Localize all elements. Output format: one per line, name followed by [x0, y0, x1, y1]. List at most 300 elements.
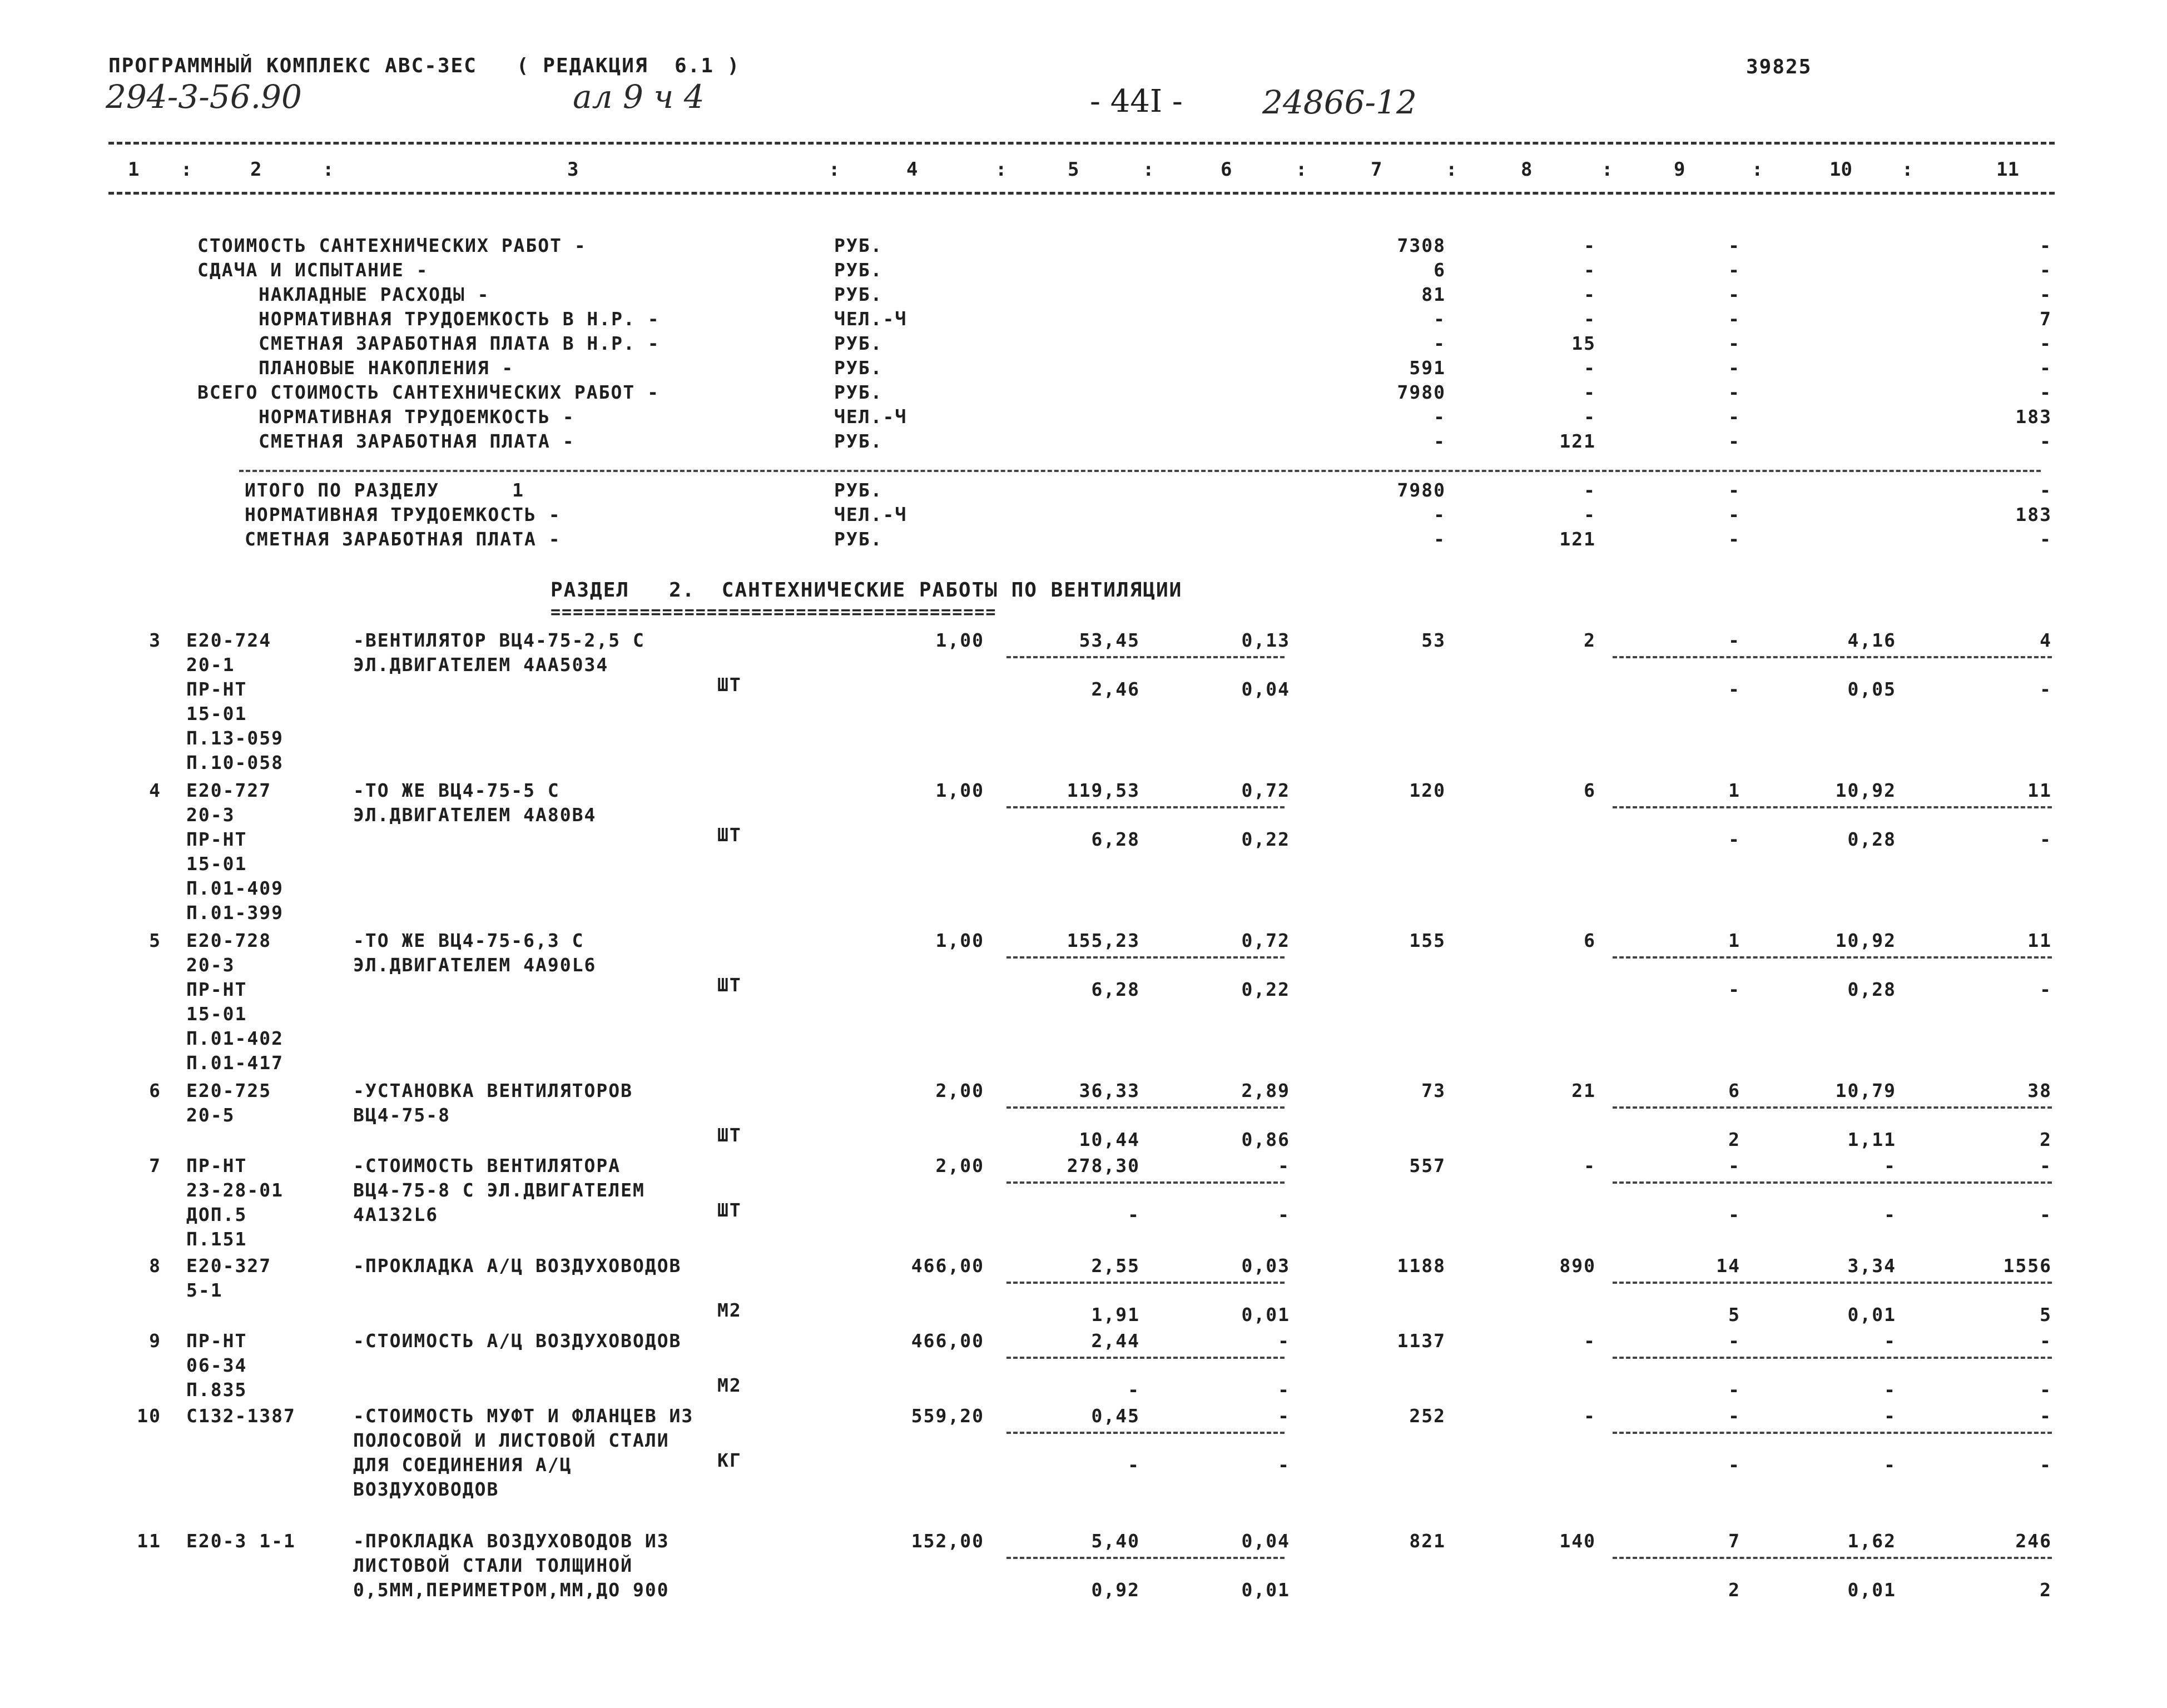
item-code: 15-01: [186, 853, 247, 875]
item-rule-left: [1006, 1357, 1285, 1359]
item-unit-cost: 5,40: [1091, 1530, 1140, 1552]
item-description: -УСТАНОВКА ВЕНТИЛЯТОРОВ: [353, 1080, 633, 1101]
item-description: ЛИСТОВОЙ СТАЛИ ТОЛЩИНОЙ: [353, 1555, 633, 1576]
summary-col7: 7308: [1397, 235, 1446, 256]
summary-label: НОРМАТИВНАЯ ТРУДОЕМКОСТЬ -: [259, 406, 575, 428]
item-number: 9: [149, 1330, 161, 1352]
summary-col8: 121: [1559, 430, 1596, 452]
item-labor-norm: -: [1884, 1330, 1896, 1352]
item-labor-norm: -: [1884, 1405, 1896, 1427]
item-labor-rate: 2,89: [1241, 1080, 1290, 1101]
item-machines-sub: -: [1728, 979, 1740, 1000]
item-description: ЭЛ.ДВИГАТЕЛЕМ 4АА5034: [353, 654, 609, 676]
item-code: 06-34: [186, 1354, 247, 1376]
header-bottom-rule: [108, 192, 2055, 195]
item-labor-total-sub: -: [2040, 1379, 2052, 1401]
item-rule-left: [1006, 956, 1285, 959]
item-description: ВОЗДУХОВОДОВ: [353, 1478, 499, 1500]
item-rule-right: [1613, 1432, 2052, 1434]
item-machines-sub: 2: [1728, 1579, 1740, 1601]
item-rule-left: [1006, 1181, 1285, 1184]
item-code: ДОП.5: [186, 1204, 247, 1225]
item-labor-total: 1556: [2003, 1255, 2052, 1277]
item-machines-sub: -: [1728, 678, 1740, 700]
item-total-cost: 821: [1409, 1530, 1446, 1552]
summary-col7: -: [1434, 406, 1446, 428]
document-id: 39825: [1746, 56, 1812, 78]
total-label: СМЕТНАЯ ЗАРАБОТНАЯ ПЛАТА -: [245, 528, 561, 550]
item-total-cost: 1188: [1397, 1255, 1446, 1277]
item-labor-norm: 4,16: [1847, 629, 1896, 651]
summary-col11: 183: [2015, 406, 2052, 428]
item-code: П.01-417: [186, 1052, 284, 1074]
summary-col9: -: [1728, 308, 1740, 330]
item-unit-cost: 155,23: [1067, 930, 1140, 951]
item-wages: 2: [1584, 629, 1596, 651]
item-description: ДЛЯ СОЕДИНЕНИЯ А/Ц: [353, 1454, 572, 1476]
item-labor-norm-sub: -: [1884, 1204, 1896, 1225]
item-quantity: 1,00: [935, 629, 984, 651]
item-number: 4: [149, 779, 161, 801]
item-code: П.01-409: [186, 877, 284, 899]
item-machines: 1: [1728, 779, 1740, 801]
item-labor-rate: -: [1278, 1155, 1290, 1176]
handwritten-album: ал 9 ч 4: [573, 78, 705, 116]
summary-col8: -: [1584, 406, 1596, 428]
item-labor-rate: 0,72: [1241, 930, 1290, 951]
item-quantity: 559,20: [911, 1405, 984, 1427]
summary-col9: -: [1728, 259, 1740, 281]
item-number: 11: [137, 1530, 161, 1552]
item-code: 20-5: [186, 1104, 235, 1126]
item-description: 0,5ММ,ПЕРИМЕТРОМ,ММ,ДО 900: [353, 1579, 670, 1601]
column-number: 10: [1829, 158, 1852, 181]
item-machines: 7: [1728, 1530, 1740, 1552]
item-rule-right: [1613, 956, 2052, 959]
summary-col11: -: [2040, 430, 2052, 452]
item-code: 20-1: [186, 654, 235, 676]
item-rule-left: [1006, 1282, 1285, 1284]
item-labor-rate-sub: -: [1278, 1379, 1290, 1401]
item-quantity: 2,00: [935, 1155, 984, 1176]
item-labor-rate-sub: 0,01: [1241, 1304, 1290, 1325]
summary-unit: РУБ.: [834, 284, 883, 305]
column-number: :: [1752, 158, 1763, 181]
item-unit-cost-sub: 6,28: [1091, 828, 1140, 850]
item-labor-total-sub: -: [2040, 678, 2052, 700]
column-number: 7: [1371, 158, 1382, 181]
header-top-rule: [108, 142, 2055, 145]
total-unit: РУБ.: [834, 479, 883, 501]
summary-col9: -: [1728, 430, 1740, 452]
item-labor-norm: 3,34: [1847, 1255, 1896, 1277]
item-quantity: 1,00: [935, 779, 984, 801]
item-labor-rate-sub: 0,01: [1241, 1579, 1290, 1601]
total-label: НОРМАТИВНАЯ ТРУДОЕМКОСТЬ -: [245, 504, 561, 525]
item-labor-norm: 10,92: [1835, 930, 1896, 951]
item-labor-rate: 0,03: [1241, 1255, 1290, 1277]
item-unit: ШТ: [717, 974, 742, 996]
item-description: 4А132L6: [353, 1204, 439, 1225]
item-labor-total: 4: [2040, 629, 2052, 651]
column-number: :: [1143, 158, 1154, 181]
column-number: 1: [128, 158, 140, 181]
item-machines: 1: [1728, 930, 1740, 951]
item-labor-norm-sub: -: [1884, 1379, 1896, 1401]
item-labor-rate-sub: 0,86: [1241, 1129, 1290, 1150]
summary-label: СДАЧА И ИСПЫТАНИЕ -: [197, 259, 429, 281]
item-labor-total-sub: -: [2040, 979, 2052, 1000]
summary-col11: -: [2040, 259, 2052, 281]
item-unit-cost: 2,44: [1091, 1330, 1140, 1352]
item-code: Е20-727: [186, 779, 272, 801]
item-description: -ПРОКЛАДКА А/Ц ВОЗДУХОВОДОВ: [353, 1255, 682, 1277]
summary-unit: РУБ.: [834, 430, 883, 452]
item-rule-right: [1613, 1181, 2052, 1184]
summary-unit: РУБ.: [834, 332, 883, 354]
item-code: С132-1387: [186, 1405, 296, 1427]
item-labor-rate: 0,13: [1241, 629, 1290, 651]
item-rule-left: [1006, 1557, 1285, 1559]
column-number: 8: [1521, 158, 1533, 181]
item-unit: КГ: [717, 1449, 742, 1471]
item-labor-norm-sub: 0,28: [1847, 828, 1896, 850]
handwritten-number: 24866-12: [1262, 83, 1417, 121]
item-number: 6: [149, 1080, 161, 1101]
item-labor-total: -: [2040, 1330, 2052, 1352]
item-labor-total: -: [2040, 1155, 2052, 1176]
item-rule-right: [1613, 806, 2052, 808]
item-labor-norm-sub: 0,01: [1847, 1579, 1896, 1601]
item-wages: -: [1584, 1405, 1596, 1427]
item-code: 23-28-01: [186, 1179, 284, 1201]
summary-label: НАКЛАДНЫЕ РАСХОДЫ -: [259, 284, 490, 305]
summary-col8: -: [1584, 284, 1596, 305]
item-machines-sub: 2: [1728, 1129, 1740, 1150]
summary-label: СТОИМОСТЬ САНТЕХНИЧЕСКИХ РАБОТ -: [197, 235, 587, 256]
item-description: -ВЕНТИЛЯТОР ВЦ4-75-2,5 С: [353, 629, 645, 651]
item-code: Е20-327: [186, 1255, 272, 1277]
total-col7: -: [1434, 528, 1446, 550]
item-unit-cost-sub: 10,44: [1079, 1129, 1140, 1150]
item-number: 10: [137, 1405, 161, 1427]
item-labor-norm: 1,62: [1847, 1530, 1896, 1552]
item-code: ПР-НТ: [186, 1155, 247, 1176]
summary-label: ПЛАНОВЫЕ НАКОПЛЕНИЯ -: [259, 357, 514, 379]
item-wages: -: [1584, 1330, 1596, 1352]
item-code: 5-1: [186, 1279, 223, 1301]
item-labor-norm-sub: 1,11: [1847, 1129, 1896, 1150]
summary-col7: -: [1434, 332, 1446, 354]
summary-col8: -: [1584, 235, 1596, 256]
item-description: -ПРОКЛАДКА ВОЗДУХОВОДОВ ИЗ: [353, 1530, 670, 1552]
item-code: 20-3: [186, 954, 235, 976]
item-wages: 140: [1559, 1530, 1596, 1552]
item-description: ЭЛ.ДВИГАТЕЛЕМ 4А80В4: [353, 804, 597, 826]
item-labor-rate-sub: 0,22: [1241, 979, 1290, 1000]
total-col8: 121: [1559, 528, 1596, 550]
item-rule-left: [1006, 1432, 1285, 1434]
item-wages: 890: [1559, 1255, 1596, 1277]
summary-col7: 591: [1409, 357, 1446, 379]
item-labor-total-sub: -: [2040, 1204, 2052, 1225]
item-rule-left: [1006, 1106, 1285, 1109]
item-unit: ШТ: [717, 1124, 742, 1146]
item-total-cost: 252: [1409, 1405, 1446, 1427]
item-code: 15-01: [186, 1003, 247, 1025]
item-machines: -: [1728, 629, 1740, 651]
item-total-cost: 155: [1409, 930, 1446, 951]
item-code: ПР-НТ: [186, 678, 247, 700]
item-code: П.01-402: [186, 1027, 284, 1049]
summary-label: СМЕТНАЯ ЗАРАБОТНАЯ ПЛАТА -: [259, 430, 575, 452]
item-labor-rate: 0,04: [1241, 1530, 1290, 1552]
item-total-cost: 557: [1409, 1155, 1446, 1176]
summary-col9: -: [1728, 284, 1740, 305]
total-col9: -: [1728, 504, 1740, 525]
item-labor-total: 11: [2027, 779, 2052, 801]
item-labor-total: -: [2040, 1405, 2052, 1427]
item-wages: -: [1584, 1155, 1596, 1176]
item-rule-right: [1613, 1106, 2052, 1109]
item-description: ЭЛ.ДВИГАТЕЛЕМ 4А90L6: [353, 954, 597, 976]
item-description: -ТО ЖЕ ВЦ4-75-5 С: [353, 779, 560, 801]
total-col8: -: [1584, 504, 1596, 525]
item-labor-norm: 10,92: [1835, 779, 1896, 801]
item-wages: 6: [1584, 930, 1596, 951]
item-quantity: 466,00: [911, 1330, 984, 1352]
item-code: ПР-НТ: [186, 828, 247, 850]
item-labor-rate-sub: 0,22: [1241, 828, 1290, 850]
item-machines: 14: [1716, 1255, 1740, 1277]
item-code: Е20-724: [186, 629, 272, 651]
total-col7: -: [1434, 504, 1446, 525]
item-quantity: 152,00: [911, 1530, 984, 1552]
summary-label: СМЕТНАЯ ЗАРАБОТНАЯ ПЛАТА В Н.Р. -: [259, 332, 660, 354]
item-unit-cost: 36,33: [1079, 1080, 1140, 1101]
item-rule-left: [1006, 656, 1285, 658]
item-description: ВЦ4-75-8: [353, 1104, 450, 1126]
item-number: 8: [149, 1255, 161, 1277]
column-number: :: [829, 158, 840, 181]
item-machines-sub: 5: [1728, 1304, 1740, 1325]
item-machines: 6: [1728, 1080, 1740, 1101]
item-unit-cost: 0,45: [1091, 1405, 1140, 1427]
summary-col9: -: [1728, 357, 1740, 379]
summary-col11: 7: [2040, 308, 2052, 330]
summary-col11: -: [2040, 235, 2052, 256]
program-header: ПРОГРАММНЫЙ КОМПЛЕКС АВС-3ЕС ( РЕДАКЦИЯ 6.1 ): [108, 54, 741, 77]
section-title: РАЗДЕЛ 2. САНТЕХНИЧЕСКИЕ РАБОТЫ ПО ВЕНТИЛЯЦИИ: [551, 579, 1183, 602]
item-rule-right: [1613, 1557, 2052, 1559]
item-code: Е20-725: [186, 1080, 272, 1101]
item-unit-cost: 2,55: [1091, 1255, 1140, 1277]
item-wages: 21: [1571, 1080, 1596, 1101]
item-labor-rate: -: [1278, 1405, 1290, 1427]
item-labor-norm-sub: 0,28: [1847, 979, 1896, 1000]
item-labor-total-sub: -: [2040, 828, 2052, 850]
item-number: 3: [149, 629, 161, 651]
summary-unit: РУБ.: [834, 357, 883, 379]
item-code: П.13-059: [186, 727, 284, 749]
item-labor-total-sub: -: [2040, 1454, 2052, 1476]
item-labor-rate-sub: -: [1278, 1454, 1290, 1476]
item-total-cost: 1137: [1397, 1330, 1446, 1352]
item-total-cost: 120: [1409, 779, 1446, 801]
item-unit-cost: 119,53: [1067, 779, 1140, 801]
item-labor-norm-sub: -: [1884, 1454, 1896, 1476]
summary-col11: -: [2040, 357, 2052, 379]
item-unit-cost-sub: 6,28: [1091, 979, 1140, 1000]
column-number: 11: [1996, 158, 2019, 181]
item-labor-total-sub: 2: [2040, 1129, 2052, 1150]
item-machines: -: [1728, 1155, 1740, 1176]
item-code: Е20-728: [186, 930, 272, 951]
summary-label: ВСЕГО СТОИМОСТЬ САНТЕХНИЧЕСКИХ РАБОТ -: [197, 381, 659, 403]
item-unit-cost-sub: 2,46: [1091, 678, 1140, 700]
item-unit: ШТ: [717, 1199, 742, 1221]
summary-col7: 6: [1434, 259, 1446, 281]
summary-col7: 81: [1421, 284, 1446, 305]
item-unit: ШТ: [717, 824, 742, 846]
item-rule-right: [1613, 1282, 2052, 1284]
item-wages: 6: [1584, 779, 1596, 801]
item-code: Е20-3 1-1: [186, 1530, 296, 1552]
item-code: ПР-НТ: [186, 979, 247, 1000]
handwritten-code: 294-3-56.90: [106, 78, 302, 116]
summary-unit: ЧЕЛ.-Ч: [834, 406, 908, 428]
item-labor-norm-sub: 0,01: [1847, 1304, 1896, 1325]
total-label: ИТОГО ПО РАЗДЕЛУ 1: [245, 479, 524, 501]
summary-col8: -: [1584, 308, 1596, 330]
column-number: :: [1296, 158, 1307, 181]
section-title-underline: ========================================: [551, 603, 997, 622]
summary-col7: -: [1434, 308, 1446, 330]
item-labor-rate: 0,72: [1241, 779, 1290, 801]
summary-col8: -: [1584, 381, 1596, 403]
item-rule-right: [1613, 1357, 2052, 1359]
item-labor-total: 11: [2027, 930, 2052, 951]
total-col8: -: [1584, 479, 1596, 501]
item-number: 7: [149, 1155, 161, 1176]
item-total-cost: 73: [1421, 1080, 1446, 1101]
total-unit: РУБ.: [834, 528, 883, 550]
item-labor-norm-sub: 0,05: [1847, 678, 1896, 700]
column-number: :: [995, 158, 1007, 181]
item-labor-total: 246: [2015, 1530, 2052, 1552]
item-labor-total: 38: [2027, 1080, 2052, 1101]
item-labor-norm: -: [1884, 1155, 1896, 1176]
item-code: П.10-058: [186, 752, 284, 773]
item-description: -ТО ЖЕ ВЦ4-75-6,3 С: [353, 930, 584, 951]
item-unit-cost-sub: -: [1128, 1379, 1140, 1401]
item-code: П.835: [186, 1379, 247, 1401]
item-quantity: 1,00: [935, 930, 984, 951]
column-number: :: [323, 158, 334, 181]
item-machines: -: [1728, 1330, 1740, 1352]
item-labor-rate-sub: 0,04: [1241, 678, 1290, 700]
summary-col9: -: [1728, 235, 1740, 256]
item-unit-cost-sub: -: [1128, 1204, 1140, 1225]
column-number: 4: [906, 158, 918, 181]
summary-divider: [239, 470, 2041, 472]
summary-col11: -: [2040, 332, 2052, 354]
total-col11: -: [2040, 479, 2052, 501]
column-number: :: [181, 158, 192, 181]
summary-col7: -: [1434, 430, 1446, 452]
item-unit: М2: [717, 1299, 742, 1321]
summary-unit: РУБ.: [834, 259, 883, 281]
column-number: 2: [250, 158, 262, 181]
total-unit: ЧЕЛ.-Ч: [834, 504, 908, 525]
item-labor-rate-sub: -: [1278, 1204, 1290, 1225]
column-number: 9: [1674, 158, 1685, 181]
summary-unit: РУБ.: [834, 235, 883, 256]
summary-col8: -: [1584, 357, 1596, 379]
column-number: :: [1601, 158, 1613, 181]
item-machines-sub: -: [1728, 1204, 1740, 1225]
item-unit-cost-sub: 1,91: [1091, 1304, 1140, 1325]
item-code: 20-3: [186, 804, 235, 826]
item-code: ПР-НТ: [186, 1330, 247, 1352]
summary-col8: 15: [1571, 332, 1596, 354]
item-number: 5: [149, 930, 161, 951]
column-number: 3: [567, 158, 579, 181]
summary-col7: 7980: [1397, 381, 1446, 403]
summary-col11: -: [2040, 381, 2052, 403]
item-machines-sub: -: [1728, 828, 1740, 850]
total-col7: 7980: [1397, 479, 1446, 501]
item-description: ПОЛОСОВОЙ И ЛИСТОВОЙ СТАЛИ: [353, 1429, 670, 1451]
item-machines-sub: -: [1728, 1379, 1740, 1401]
item-rule-left: [1006, 806, 1285, 808]
item-quantity: 2,00: [935, 1080, 984, 1101]
summary-col9: -: [1728, 406, 1740, 428]
summary-col9: -: [1728, 332, 1740, 354]
summary-col9: -: [1728, 381, 1740, 403]
item-machines: -: [1728, 1405, 1740, 1427]
item-unit-cost-sub: 0,92: [1091, 1579, 1140, 1601]
total-col9: -: [1728, 528, 1740, 550]
item-unit-cost: 53,45: [1079, 629, 1140, 651]
item-unit: М2: [717, 1374, 742, 1396]
total-col11: 183: [2015, 504, 2052, 525]
item-labor-total-sub: 2: [2040, 1579, 2052, 1601]
item-quantity: 466,00: [911, 1255, 984, 1277]
item-unit-cost: 278,30: [1067, 1155, 1140, 1176]
item-code: П.151: [186, 1228, 247, 1250]
column-number: 6: [1221, 158, 1232, 181]
summary-col8: -: [1584, 259, 1596, 281]
item-rule-right: [1613, 656, 2052, 658]
item-description: -СТОИМОСТЬ МУФТ И ФЛАНЦЕВ ИЗ: [353, 1405, 694, 1427]
column-number: :: [1902, 158, 1913, 181]
summary-col11: -: [2040, 284, 2052, 305]
summary-unit: РУБ.: [834, 381, 883, 403]
total-col11: -: [2040, 528, 2052, 550]
item-labor-norm: 10,79: [1835, 1080, 1896, 1101]
item-code: 15-01: [186, 703, 247, 724]
page-number: - 44I -: [1090, 83, 1183, 120]
total-col9: -: [1728, 479, 1740, 501]
item-description: -СТОИМОСТЬ А/Ц ВОЗДУХОВОДОВ: [353, 1330, 682, 1352]
column-number: 5: [1068, 158, 1079, 181]
summary-unit: ЧЕЛ.-Ч: [834, 308, 908, 330]
column-number: :: [1446, 158, 1457, 181]
item-code: П.01-399: [186, 902, 284, 923]
item-labor-total-sub: 5: [2040, 1304, 2052, 1325]
item-unit: ШТ: [717, 674, 742, 696]
